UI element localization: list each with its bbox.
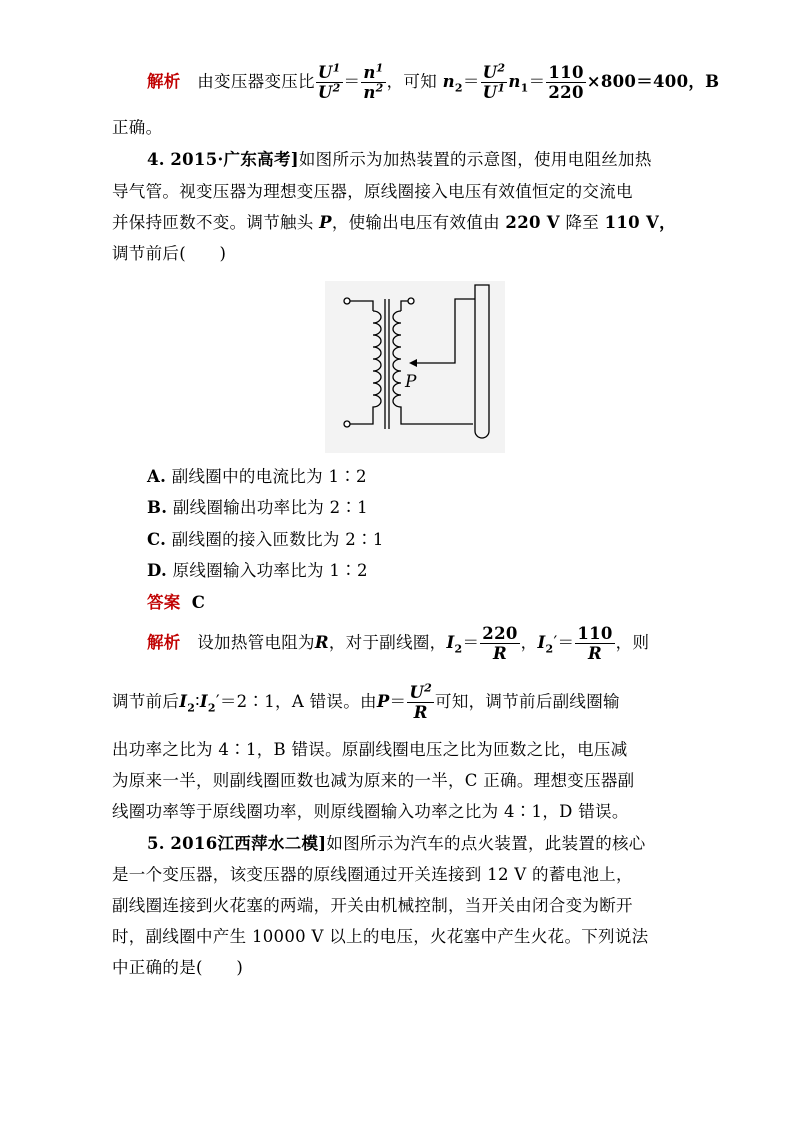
option-a: A. 副线圈中的电流比为 1∶2	[147, 467, 367, 486]
q3-analysis-line1: 解析 由变压器变压比 $\frac{U^1}{U^2}$ ＝ $\frac{n^1}{n^2}$ ，可知 $n_2=$ $\frac{U^2}{U^1}$ $n_1=$ $\frac{110}{220}$ ×800＝400，B	[147, 61, 720, 102]
q4-analysis-line2: 调节前后$I_2∶I_2'=2∶1$，A 错误。由P＝ $\frac{U^2}{R}$ 可知，调节前后副线圈输	[112, 681, 620, 722]
answer-tag: 答案	[147, 593, 181, 612]
current-fraction-before: $\frac{220}{R}$	[482, 624, 518, 663]
analysis-tag: 解析	[147, 72, 181, 91]
ratio-u-fraction: $\frac{U^1}{U^2}$	[317, 61, 341, 102]
q4-source: 2015·广东高考]	[170, 150, 299, 169]
q3-analysis-line2: 正确。	[112, 118, 163, 137]
option-d: D. 原线圈输入功率比为 1∶2	[147, 561, 368, 580]
transformer-diagram-svg	[325, 281, 505, 453]
q5-line4: 时，副线圈中产生 10000 V 以上的电压，火花塞中产生火花。下列说法	[112, 927, 649, 946]
q4-line3: 并保持匝数不变。调节触头 P，使输出电压有效值由 220 V 降至 110 V，	[112, 213, 676, 232]
transformer-diagram	[325, 281, 505, 453]
q4-line4: 调节前后( )	[112, 244, 227, 263]
answer-line	[147, 593, 205, 613]
q4-analysis-line1: 解析 设加热管电阻为R，对于副线圈，$I_2=$ $\frac{220}{R}$ ，$I_2'=$ $\frac{110}{R}$ ，则	[147, 624, 650, 663]
q5-number: 5.	[147, 834, 165, 853]
q5-line2: 是一个变压器，该变压器的原线圈通过开关连接到 12 V 的蓄电池上，	[112, 865, 633, 884]
q4-analysis-line5: 线圈功率等于原线圈功率，则原线圈输入功率之比为 4∶1，D 错误。	[112, 802, 629, 821]
contact-p-label: P	[405, 372, 417, 392]
power-fraction: $\frac{U^2}{R}$	[409, 681, 433, 722]
option-c: C. 副线圈的接入匝数比为 2∶1	[147, 530, 384, 549]
q4-analysis-line4: 为原来一半，则副线圈匝数也减为原来的一半，C 正确。理想变压器副	[112, 771, 635, 790]
ratio-u2-fraction: $\frac{U^2}{U^1}$	[482, 61, 506, 102]
current-fraction-after: $\frac{110}{R}$	[577, 624, 613, 663]
q4-analysis-line3: 出功率之比为 4∶1，B 错误。原副线圈电压之比为匝数之比，电压减	[112, 740, 628, 759]
q4-line2: 导气管。视变压器为理想变压器，原线圈接入电压有效值恒定的交流电	[112, 182, 633, 201]
answer-value: C	[191, 593, 206, 612]
q4-number: 4.	[147, 150, 165, 169]
analysis-tag: 解析	[147, 633, 181, 652]
option-b: B. 副线圈输出功率比为 2∶1	[147, 498, 368, 517]
ratio-n-fraction: $\frac{n^1}{n^2}$	[363, 61, 384, 102]
q4-line1: 4. 2015·广东高考]如图所示为加热装置的示意图，使用电阻丝加热	[147, 150, 652, 169]
numeric-fraction: $\frac{110}{220}$	[548, 63, 584, 102]
q5-line1: 5. 2016江西萍水二模]如图所示为汽车的点火装置，此装置的核心	[147, 834, 646, 853]
q5-source: 2016江西萍水二模]	[170, 834, 327, 853]
q5-line5: 中正确的是( )	[112, 958, 244, 977]
q5-line3: 副线圈连接到火花塞的两端，开关由机械控制，当开关由闭合变为断开	[112, 896, 633, 915]
